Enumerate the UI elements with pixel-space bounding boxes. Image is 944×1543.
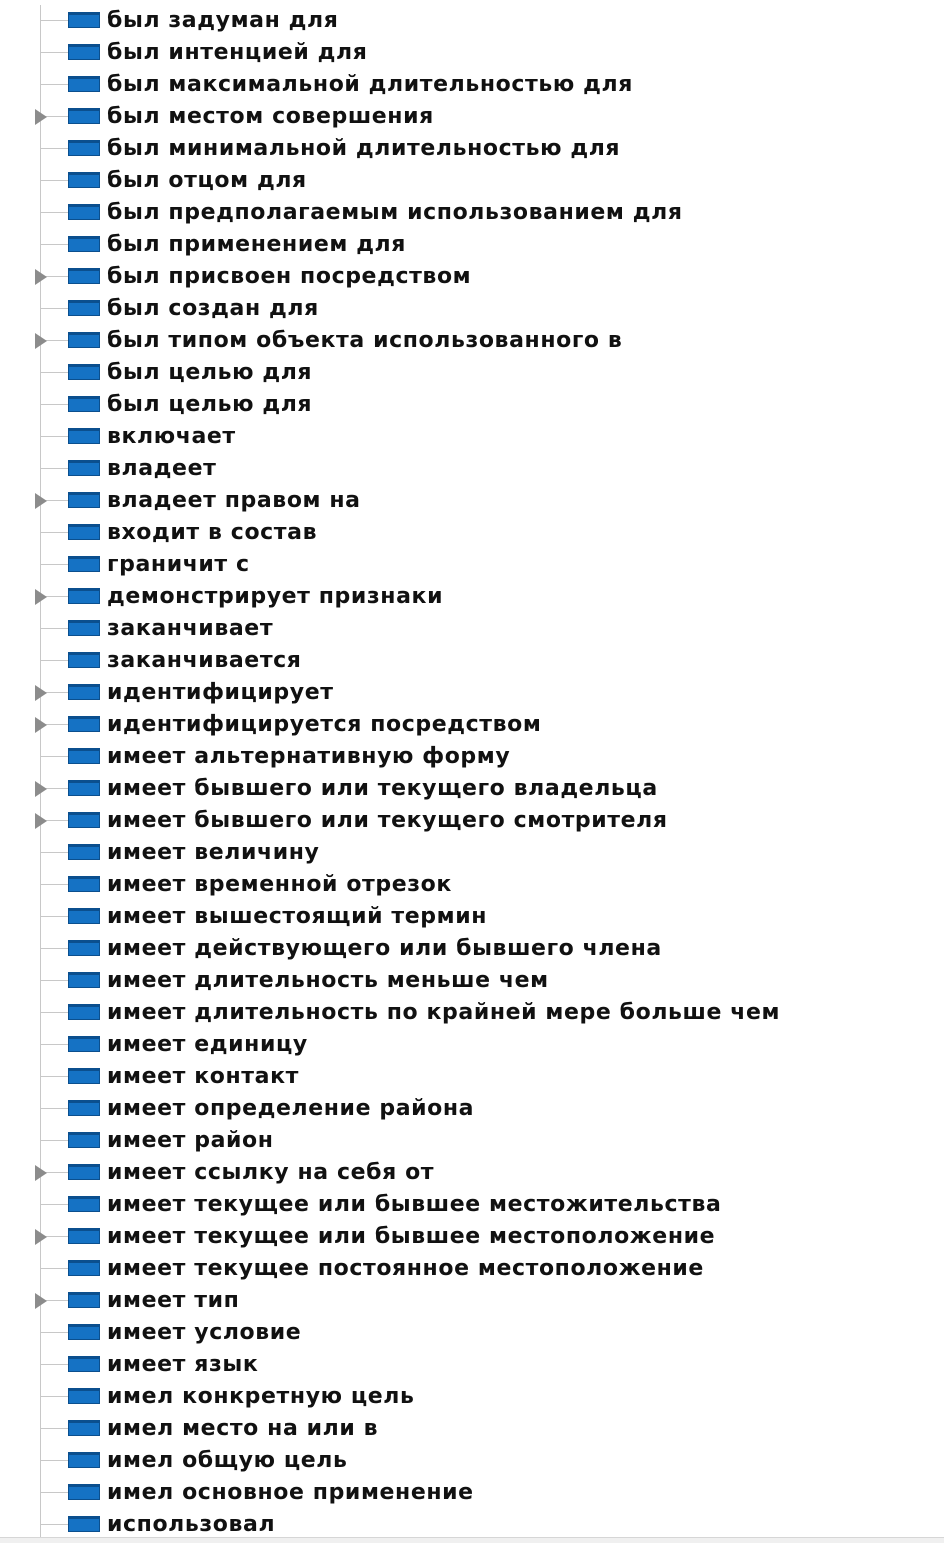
expand-triangle-icon[interactable] — [35, 1165, 47, 1181]
object-property-icon — [68, 12, 100, 28]
tree-item[interactable] — [0, 613, 944, 645]
object-property-icon — [68, 1164, 100, 1180]
tree-item-label[interactable]: имеет район — [107, 1128, 274, 1153]
tree-item[interactable] — [0, 805, 944, 837]
object-property-icon — [68, 1068, 100, 1084]
expand-triangle-icon[interactable] — [35, 493, 47, 509]
tree-branch-line — [40, 52, 68, 53]
tree-branch-line — [40, 1492, 68, 1493]
expand-triangle-icon[interactable] — [35, 1293, 47, 1309]
tree-item-label[interactable]: заканчивается — [107, 648, 302, 673]
tree-branch-line — [40, 20, 68, 21]
tree-branch-line — [40, 660, 68, 661]
tree-item[interactable] — [0, 1253, 944, 1285]
expand-triangle-icon[interactable] — [35, 685, 47, 701]
tree-item-label[interactable]: имел общую цель — [107, 1448, 348, 1473]
tree-guide-line — [40, 741, 41, 773]
tree-branch-line — [40, 1332, 68, 1333]
tree-guide-line — [40, 965, 41, 997]
object-property-icon — [68, 908, 100, 924]
object-property-icon — [68, 492, 100, 508]
tree-branch-line — [40, 212, 68, 213]
tree-item[interactable] — [0, 293, 944, 325]
tree-item-label[interactable]: был интенцией для — [107, 40, 368, 65]
tree-item-label[interactable]: имеет вышестоящий термин — [107, 904, 488, 929]
tree-item-label[interactable]: имеет текущее или бывшее местожительства — [107, 1192, 722, 1217]
tree-guide-line — [40, 1381, 41, 1413]
tree-item[interactable] — [0, 421, 944, 453]
tree-branch-line — [40, 980, 68, 981]
tree-item-label[interactable]: имеет величину — [107, 840, 320, 865]
tree-item[interactable] — [0, 901, 944, 933]
tree-guide-line — [40, 133, 41, 165]
tree-item[interactable] — [0, 1381, 944, 1413]
tree-guide-line — [40, 837, 41, 869]
tree-item-label[interactable]: был целью для — [107, 360, 313, 385]
object-property-icon — [68, 972, 100, 988]
tree-guide-line — [40, 1253, 41, 1285]
tree-branch-line — [40, 308, 68, 309]
tree-item-label[interactable]: имеет определение района — [107, 1096, 475, 1121]
tree-item[interactable] — [0, 1477, 944, 1509]
tree-branch-line — [40, 148, 68, 149]
tree-branch-line — [40, 1204, 68, 1205]
tree-guide-line — [40, 645, 41, 677]
object-property-icon — [68, 108, 100, 124]
tree-item[interactable] — [0, 389, 944, 421]
tree-branch-line — [40, 628, 68, 629]
tree-branch-line — [40, 180, 68, 181]
tree-guide-line — [40, 1477, 41, 1509]
tree-branch-line — [40, 948, 68, 949]
tree-item-label[interactable]: был присвоен посредством — [107, 264, 472, 289]
tree-item-label[interactable]: имеет временной отрезок — [107, 872, 452, 897]
tree-guide-line — [40, 37, 41, 69]
tree-guide-line — [40, 453, 41, 485]
tree-branch-line — [40, 1012, 68, 1013]
object-property-icon — [68, 844, 100, 860]
tree-guide-line — [40, 421, 41, 453]
object-property-icon — [68, 652, 100, 668]
tree-branch-line — [40, 244, 68, 245]
tree-branch-line — [40, 532, 68, 533]
tree-item[interactable] — [0, 709, 944, 741]
tree-item-label[interactable]: был задуман для — [107, 8, 339, 33]
tree-guide-line — [40, 1317, 41, 1349]
object-property-icon — [68, 716, 100, 732]
object-property-icon — [68, 1484, 100, 1500]
tree-guide-line — [40, 165, 41, 197]
object-property-icon — [68, 1260, 100, 1276]
tree-branch-line — [40, 564, 68, 565]
tree-item-label[interactable]: имеет язык — [107, 1352, 259, 1377]
tree-guide-line — [40, 357, 41, 389]
object-property-icon — [68, 364, 100, 380]
tree-item[interactable] — [0, 869, 944, 901]
tree-item-label[interactable]: заканчивает — [107, 616, 274, 641]
expand-triangle-icon[interactable] — [35, 333, 47, 349]
tree-item-label[interactable]: имеет текущее постоянное местоположение — [107, 1256, 704, 1281]
tree-guide-line — [40, 549, 41, 581]
object-property-icon — [68, 172, 100, 188]
tree-item-label[interactable]: идентифицирует — [107, 680, 334, 705]
tree-guide-line — [40, 1029, 41, 1061]
tree-branch-line — [40, 1428, 68, 1429]
object-property-icon — [68, 236, 100, 252]
tree-guide-line — [40, 901, 41, 933]
tree-branch-line — [40, 1396, 68, 1397]
tree-item-label[interactable]: был минимальной длительностью для — [107, 136, 621, 161]
object-property-icon — [68, 1452, 100, 1468]
tree-item[interactable] — [0, 1445, 944, 1477]
tree-item[interactable] — [0, 741, 944, 773]
object-property-icon — [68, 1036, 100, 1052]
tree-item[interactable] — [0, 133, 944, 165]
tree-guide-line — [40, 69, 41, 101]
object-property-icon — [68, 332, 100, 348]
tree-item-label[interactable]: идентифицируется посредством — [107, 712, 542, 737]
object-property-icon — [68, 44, 100, 60]
tree-item[interactable] — [0, 773, 944, 805]
tree-item[interactable] — [0, 101, 944, 133]
tree-branch-line — [40, 468, 68, 469]
expand-triangle-icon[interactable] — [35, 589, 47, 605]
tree-guide-line — [40, 229, 41, 261]
tree-item[interactable] — [0, 1349, 944, 1381]
tree-branch-line — [40, 884, 68, 885]
object-property-icon — [68, 524, 100, 540]
tree-item[interactable] — [0, 325, 944, 357]
tree-item[interactable] — [0, 549, 944, 581]
tree-item[interactable] — [0, 1317, 944, 1349]
tree-item-label[interactable]: имеет длительность по крайней мере больше чем — [107, 1000, 781, 1025]
tree-item[interactable] — [0, 965, 944, 997]
tree-branch-line — [40, 84, 68, 85]
object-property-icon — [68, 428, 100, 444]
tree-guide-line — [40, 293, 41, 325]
object-property-icon — [68, 1132, 100, 1148]
object-property-icon — [68, 76, 100, 92]
tree-item-label[interactable]: имеет длительность меньше чем — [107, 968, 549, 993]
object-property-icon — [68, 780, 100, 796]
tree-item-label[interactable]: владеет — [107, 456, 217, 481]
tree-guide-line — [40, 1093, 41, 1125]
tree-branch-line — [40, 372, 68, 373]
tree-item-label[interactable]: имеет единицу — [107, 1032, 308, 1057]
tree-item[interactable] — [0, 165, 944, 197]
object-property-icon — [68, 1100, 100, 1116]
object-property-icon — [68, 620, 100, 636]
tree-item-label[interactable]: имеет действующего или бывшего члена — [107, 936, 662, 961]
tree-item-label[interactable]: был применением для — [107, 232, 407, 257]
object-property-icon — [68, 1196, 100, 1212]
tree-item[interactable] — [0, 1093, 944, 1125]
tree-guide-line — [40, 1413, 41, 1445]
expand-triangle-icon[interactable] — [35, 813, 47, 829]
tree-guide-line — [40, 997, 41, 1029]
tree-item-label[interactable]: имеет альтернативную форму — [107, 744, 511, 769]
tree-branch-line — [40, 1460, 68, 1461]
object-property-icon — [68, 876, 100, 892]
tree-item-label[interactable]: имеет контакт — [107, 1064, 299, 1089]
object-property-icon — [68, 1292, 100, 1308]
tree-item[interactable] — [0, 229, 944, 261]
tree-item-label[interactable]: имеет тип — [107, 1288, 240, 1313]
tree-item[interactable] — [0, 677, 944, 709]
tree-item[interactable] — [0, 837, 944, 869]
object-property-icon — [68, 1516, 100, 1532]
tree-item-label[interactable]: имеет текущее или бывшее местоположение — [107, 1224, 716, 1249]
tree-item[interactable] — [0, 1157, 944, 1189]
tree-guide-line — [40, 517, 41, 549]
property-tree — [0, 5, 944, 1541]
tree-guide-line — [40, 1189, 41, 1221]
tree-item[interactable] — [0, 453, 944, 485]
tree-branch-line — [40, 1524, 68, 1525]
expand-triangle-icon[interactable] — [35, 269, 47, 285]
object-property-icon — [68, 140, 100, 156]
tree-item[interactable] — [0, 1061, 944, 1093]
tree-item[interactable] — [0, 261, 944, 293]
object-property-icon — [68, 1356, 100, 1372]
object-property-icon — [68, 588, 100, 604]
tree-item[interactable] — [0, 197, 944, 229]
tree-item-label[interactable]: имел основное применение — [107, 1480, 474, 1505]
tree-guide-line — [40, 1445, 41, 1477]
tree-item-label[interactable]: был максимальной длительностью для — [107, 72, 633, 97]
tree-branch-line — [40, 1268, 68, 1269]
object-property-icon — [68, 1228, 100, 1244]
object-property-icon — [68, 556, 100, 572]
tree-item-label[interactable]: был целью для — [107, 392, 313, 417]
tree-item-label[interactable]: был отцом для — [107, 168, 307, 193]
tree-item-label[interactable]: был типом объекта использованного в — [107, 328, 623, 353]
tree-item[interactable] — [0, 1285, 944, 1317]
tree-item[interactable] — [0, 485, 944, 517]
tree-item-label[interactable]: граничит с — [107, 552, 250, 577]
tree-item-label[interactable]: был предполагаемым использованием для — [107, 200, 683, 225]
tree-item-label[interactable]: использовал — [107, 1512, 276, 1537]
tree-item[interactable] — [0, 517, 944, 549]
tree-item[interactable] — [0, 37, 944, 69]
object-property-icon — [68, 1004, 100, 1020]
tree-item-label[interactable]: включает — [107, 424, 236, 449]
tree-item-label[interactable]: имел место на или в — [107, 1416, 379, 1441]
object-property-icon — [68, 1420, 100, 1436]
tree-item-label[interactable]: имел конкретную цель — [107, 1384, 415, 1409]
tree-item[interactable] — [0, 933, 944, 965]
expand-triangle-icon[interactable] — [35, 109, 47, 125]
tree-guide-line — [40, 5, 41, 37]
tree-branch-line — [40, 404, 68, 405]
tree-item[interactable] — [0, 581, 944, 613]
tree-item[interactable] — [0, 997, 944, 1029]
tree-item[interactable] — [0, 1125, 944, 1157]
tree-item-label[interactable]: имеет бывшего или текущего владельца — [107, 776, 658, 801]
tree-item-label[interactable]: демонстрирует признаки — [107, 584, 444, 609]
expand-triangle-icon[interactable] — [35, 1229, 47, 1245]
expand-triangle-icon[interactable] — [35, 781, 47, 797]
object-property-icon — [68, 460, 100, 476]
tree-branch-line — [40, 1364, 68, 1365]
tree-item-label[interactable]: имеет условие — [107, 1320, 302, 1345]
object-property-icon — [68, 1388, 100, 1404]
object-property-icon — [68, 300, 100, 316]
object-property-icon — [68, 940, 100, 956]
tree-branch-line — [40, 916, 68, 917]
tree-item-label[interactable]: владеет правом на — [107, 488, 361, 513]
tree-guide-line — [40, 1349, 41, 1381]
expand-triangle-icon[interactable] — [35, 717, 47, 733]
tree-item[interactable] — [0, 5, 944, 37]
tree-item-label[interactable]: был местом совершения — [107, 104, 434, 129]
object-property-icon — [68, 684, 100, 700]
tree-guide-line — [40, 197, 41, 229]
tree-item-label[interactable]: был создан для — [107, 296, 319, 321]
tree-guide-line — [40, 613, 41, 645]
horizontal-scrollbar-edge — [0, 1537, 944, 1543]
object-property-icon — [68, 204, 100, 220]
tree-guide-line — [40, 1061, 41, 1093]
tree-guide-line — [40, 1125, 41, 1157]
tree-branch-line — [40, 1044, 68, 1045]
tree-item[interactable] — [0, 1189, 944, 1221]
tree-branch-line — [40, 1076, 68, 1077]
tree-item[interactable] — [0, 1413, 944, 1445]
tree-item[interactable] — [0, 645, 944, 677]
tree-item-label[interactable]: входит в состав — [107, 520, 318, 545]
tree-item-label[interactable]: имеет ссылку на себя от — [107, 1160, 435, 1185]
tree-guide-line — [40, 389, 41, 421]
tree-item[interactable] — [0, 1029, 944, 1061]
tree-item[interactable] — [0, 1221, 944, 1253]
tree-guide-line — [40, 869, 41, 901]
object-property-icon — [68, 812, 100, 828]
tree-branch-line — [40, 1108, 68, 1109]
tree-branch-line — [40, 436, 68, 437]
tree-item[interactable] — [0, 69, 944, 101]
object-property-icon — [68, 748, 100, 764]
tree-branch-line — [40, 1140, 68, 1141]
tree-item-label[interactable]: имеет бывшего или текущего смотрителя — [107, 808, 668, 833]
object-property-icon — [68, 396, 100, 412]
tree-item[interactable] — [0, 357, 944, 389]
tree-guide-line — [40, 933, 41, 965]
object-property-icon — [68, 1324, 100, 1340]
object-property-icon — [68, 268, 100, 284]
tree-branch-line — [40, 852, 68, 853]
tree-branch-line — [40, 756, 68, 757]
